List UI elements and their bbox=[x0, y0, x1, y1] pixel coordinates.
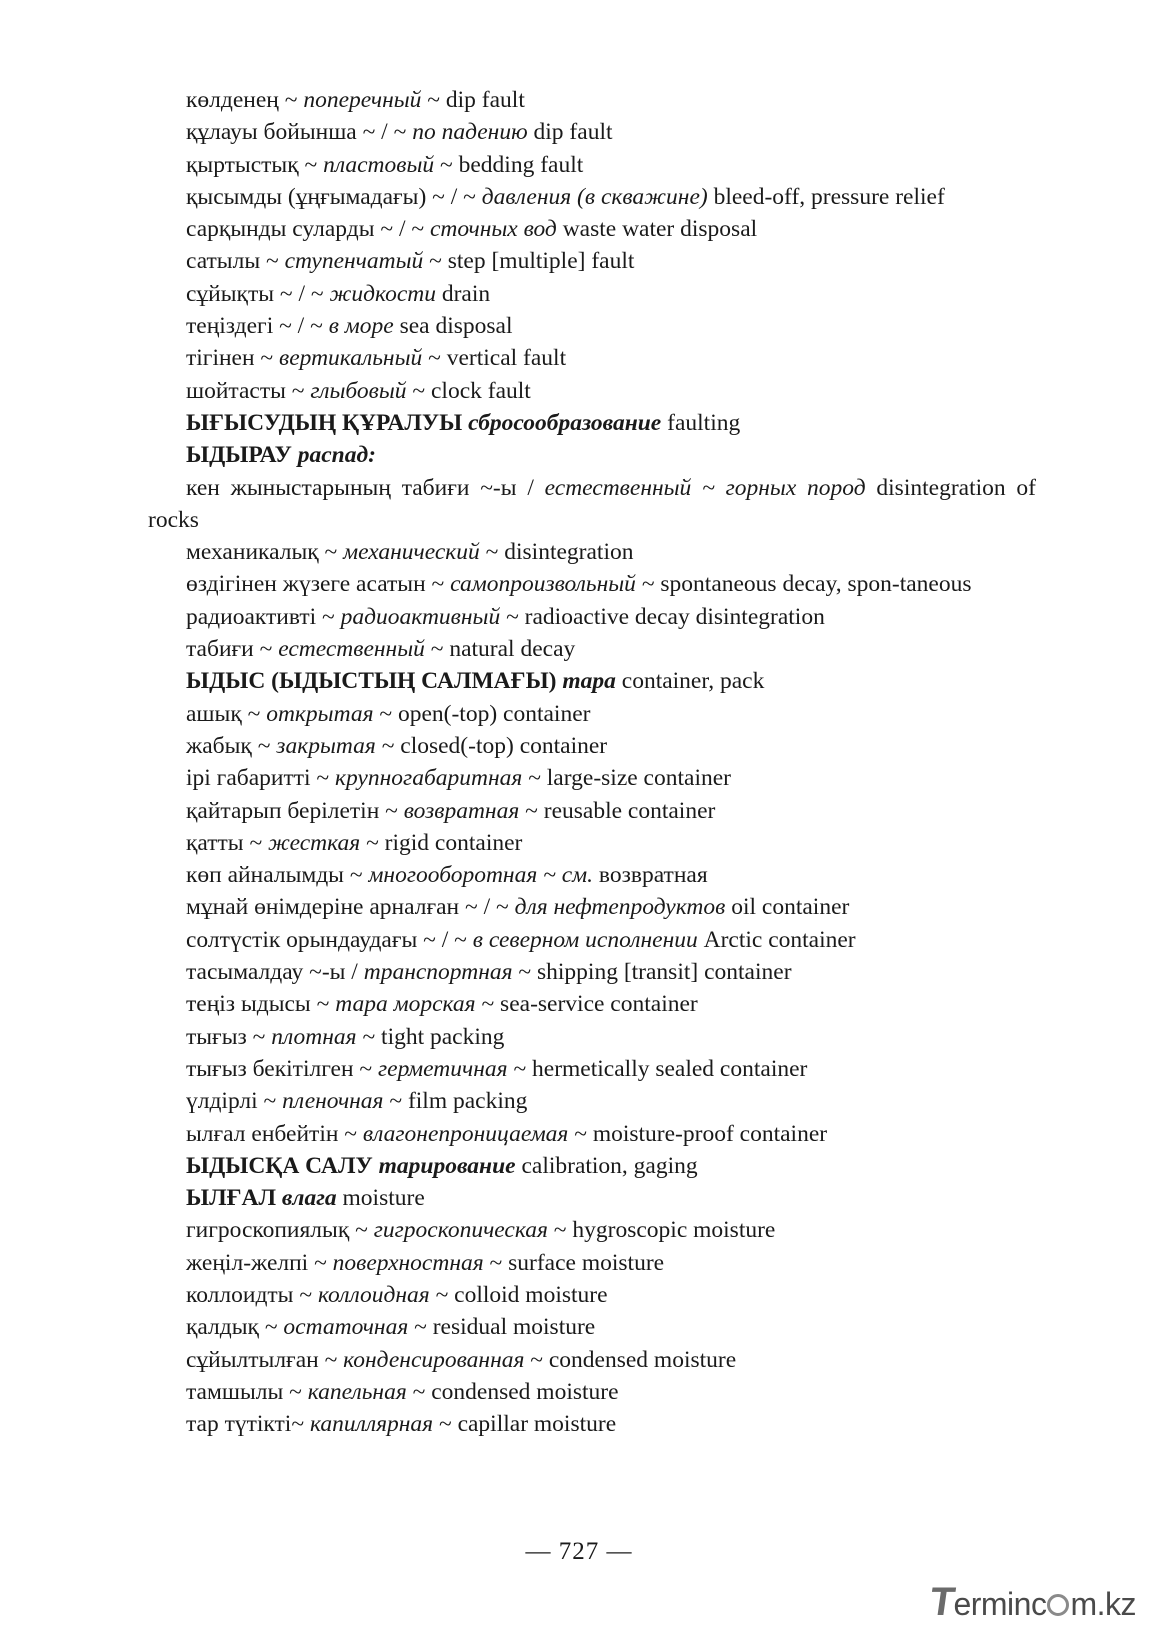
term-russian: герметичная bbox=[378, 1055, 508, 1082]
term-kazakh: қатты ~ bbox=[186, 829, 269, 856]
term-russian: гигроскопическая bbox=[373, 1217, 548, 1244]
term-russian: капиллярная bbox=[309, 1411, 434, 1438]
term-russian: давления (в скважине) bbox=[481, 183, 708, 210]
term-kazakh: ірі габаритті ~ bbox=[186, 765, 335, 792]
term-english: oil container bbox=[725, 894, 850, 921]
dictionary-subentry bbox=[148, 1085, 1036, 1117]
dictionary-subentry bbox=[148, 1344, 1036, 1376]
dictionary-subentry bbox=[148, 1021, 1036, 1053]
dictionary-subentry bbox=[148, 84, 1036, 116]
term-english: ~ capillar moisture bbox=[433, 1411, 617, 1438]
term-english: container, pack bbox=[615, 668, 765, 695]
term-english: dip fault bbox=[527, 119, 613, 146]
dictionary-subentry bbox=[148, 375, 1036, 407]
term-russian: ступенчатый bbox=[284, 248, 424, 275]
dictionary-subentry bbox=[148, 472, 1036, 537]
term-russian: закрытая bbox=[276, 732, 376, 759]
dictionary-headword-entry bbox=[148, 665, 1036, 697]
term-kazakh: көлденең ~ bbox=[186, 87, 304, 113]
term-english: ~ spontaneous decay, spon-taneous bbox=[635, 571, 972, 598]
dictionary-subentry bbox=[148, 730, 1036, 762]
dictionary-subentry bbox=[148, 601, 1036, 633]
term-kazakh: көп айналымды ~ bbox=[186, 862, 369, 889]
term-english: ~ condensed moisture bbox=[406, 1378, 619, 1405]
term-russian: коллоидная bbox=[317, 1281, 430, 1308]
term-russian: остаточная bbox=[283, 1314, 409, 1341]
term-russian: вертикальный bbox=[279, 345, 423, 372]
term-kazakh: қалдық ~ bbox=[186, 1314, 284, 1341]
term-kazakh: сарқынды суларды ~ / ~ bbox=[186, 216, 430, 243]
term-kazakh: қыртыстық ~ bbox=[186, 151, 324, 178]
term-kazakh: қайтарып берілетін ~ bbox=[186, 797, 404, 824]
term-english: Arctic container bbox=[697, 926, 856, 953]
term-english: calibration, gaging bbox=[515, 1152, 698, 1179]
termincom-watermark-logo bbox=[926, 1580, 1137, 1625]
term-russian: открытая bbox=[266, 700, 374, 727]
term-kazakh: тығыз бекітілген ~ bbox=[186, 1055, 378, 1082]
term-english: ~ vertical fault bbox=[422, 345, 567, 372]
term-english: ~ disintegration bbox=[479, 539, 634, 566]
watermark-text-start: erminc bbox=[953, 1586, 1047, 1622]
term-kazakh: механикалық ~ bbox=[186, 539, 344, 566]
term-kazakh: ылғал енбейтін ~ bbox=[186, 1120, 363, 1147]
dictionary-subentry bbox=[148, 924, 1036, 956]
term-english: ~ moisture-proof container bbox=[568, 1120, 828, 1147]
term-english: ~ rigid container bbox=[360, 829, 523, 856]
term-kazakh: солтүстік орындаудағы ~ / ~ bbox=[186, 926, 473, 953]
term-english: drain bbox=[435, 280, 491, 307]
term-english: возвратная bbox=[593, 862, 708, 889]
term-kazakh: тығыз ~ bbox=[186, 1023, 272, 1050]
term-russian: возвратная bbox=[403, 797, 520, 824]
term-kazakh: кен жыныстарының табиғи ~-ы / bbox=[186, 474, 545, 501]
term-english: ~ closed(-top) container bbox=[375, 732, 608, 759]
term-russian: самопроизвольный bbox=[450, 571, 636, 598]
dictionary-subentry bbox=[148, 1376, 1036, 1408]
watermark-ring-icon bbox=[1047, 1594, 1069, 1616]
dictionary-subentry bbox=[148, 245, 1036, 277]
term-kazakh: шойтасты ~ bbox=[186, 377, 311, 404]
term-english: disintegration of rocks bbox=[148, 474, 1036, 533]
term-english: ~ surface moisture bbox=[483, 1249, 665, 1276]
term-russian: сточных вод bbox=[429, 216, 557, 243]
term-kazakh: құлауы бойынша ~ / ~ bbox=[186, 119, 413, 146]
headword-russian: тарирование bbox=[378, 1152, 516, 1179]
dictionary-headword-entry bbox=[148, 1150, 1036, 1182]
term-english: bleed-off, pressure relief bbox=[707, 183, 945, 210]
dictionary-headword-entry bbox=[148, 1182, 1036, 1214]
page-number: — 727 — bbox=[525, 1538, 633, 1565]
headword-russian: сбросообразование bbox=[468, 409, 662, 436]
dictionary-subentry bbox=[148, 181, 1036, 213]
dictionary-subentry bbox=[148, 149, 1036, 181]
term-english: ~ colloid moisture bbox=[429, 1281, 608, 1308]
term-english: ~ clock fault bbox=[406, 377, 531, 404]
term-kazakh: тар түтікті~ bbox=[186, 1411, 310, 1438]
term-kazakh: теңіз ыдысы ~ bbox=[186, 991, 336, 1018]
headword-kazakh: ЫДЫС (ЫДЫСТЫҢ САЛМАҒЫ) bbox=[186, 668, 563, 695]
term-russian: конденсированная bbox=[343, 1346, 525, 1373]
term-english: ~ large-size container bbox=[522, 765, 731, 792]
term-english: ~ residual moisture bbox=[408, 1314, 596, 1341]
dictionary-subentry bbox=[148, 956, 1036, 988]
term-kazakh: сұйықты ~ / ~ bbox=[186, 280, 330, 307]
term-english: ~ radioactive decay disintegration bbox=[500, 603, 825, 630]
term-english: ~ hermetically sealed container bbox=[507, 1055, 808, 1082]
term-kazakh: табиғи ~ bbox=[186, 636, 279, 663]
term-english: ~ step [multiple] fault bbox=[423, 248, 635, 275]
dictionary-subentry bbox=[148, 795, 1036, 827]
term-english: faulting bbox=[661, 409, 741, 436]
headword-kazakh: ЫЛҒАЛ bbox=[186, 1185, 282, 1212]
dictionary-subentry bbox=[148, 116, 1036, 148]
term-english: ~ film packing bbox=[383, 1088, 528, 1115]
headword-russian: распад: bbox=[297, 442, 376, 469]
term-english: waste water disposal bbox=[556, 216, 758, 243]
dictionary-subentry bbox=[148, 342, 1036, 374]
term-russian: механический bbox=[343, 539, 480, 566]
dictionary-subentry bbox=[148, 278, 1036, 310]
term-russian: пленочная bbox=[282, 1088, 384, 1115]
term-english: ~ dip fault bbox=[421, 87, 525, 113]
term-russian: в море bbox=[328, 313, 394, 340]
term-kazakh: қысымды (ұңғымадағы) ~ / ~ bbox=[186, 183, 482, 210]
term-russian: поверхностная bbox=[332, 1249, 484, 1276]
dictionary-subentry bbox=[148, 213, 1036, 245]
headword-russian: тара bbox=[562, 668, 616, 695]
term-russian: капельная bbox=[307, 1378, 407, 1405]
dictionary-subentry bbox=[148, 536, 1036, 568]
term-english: moisture bbox=[336, 1185, 425, 1212]
watermark-text-end: m.kz bbox=[1070, 1586, 1136, 1622]
dictionary-subentry bbox=[148, 1118, 1036, 1150]
term-kazakh: тігінен ~ bbox=[186, 345, 280, 372]
dictionary-subentry bbox=[148, 633, 1036, 665]
dictionary-subentry bbox=[148, 1053, 1036, 1085]
term-kazakh: радиоактивті ~ bbox=[186, 603, 341, 630]
term-kazakh: жеңіл-желпі ~ bbox=[186, 1249, 333, 1276]
term-russian: пластовый bbox=[323, 151, 435, 178]
term-english: ~ bedding fault bbox=[434, 151, 584, 178]
term-english: ~ sea-service container bbox=[475, 991, 698, 1018]
watermark-initial: T bbox=[926, 1580, 957, 1624]
term-russian: жесткая bbox=[268, 829, 361, 856]
dictionary-subentry bbox=[148, 1214, 1036, 1246]
term-russian: радиоактивный bbox=[340, 603, 501, 630]
headword-kazakh: ЫДЫРАУ bbox=[186, 442, 298, 469]
term-kazakh: тасымалдау ~-ы / bbox=[186, 959, 364, 986]
dictionary-subentry bbox=[148, 1311, 1036, 1343]
term-russian: многооборотная ~ см. bbox=[368, 862, 594, 889]
term-russian: по падению bbox=[412, 119, 528, 146]
term-kazakh: ашық ~ bbox=[186, 700, 267, 727]
term-english: ~ natural decay bbox=[424, 636, 576, 663]
term-russian: крупногабаритная bbox=[335, 765, 523, 792]
term-russian: поперечный bbox=[303, 87, 422, 113]
term-russian: естественный bbox=[278, 636, 425, 663]
dictionary-subentry bbox=[148, 891, 1036, 923]
term-russian: плотная bbox=[271, 1023, 357, 1050]
term-english: ~ tight packing bbox=[356, 1023, 505, 1050]
headword-kazakh: ЫДЫСҚА САЛУ bbox=[186, 1152, 379, 1179]
term-kazakh: теңіздегі ~ / ~ bbox=[186, 313, 329, 340]
term-russian: в северном исполнении bbox=[472, 926, 698, 953]
term-english: sea disposal bbox=[393, 313, 513, 340]
headword-kazakh: ЫҒЫСУДЫҢ ҚҰРАЛУЫ bbox=[186, 409, 469, 436]
term-english: ~ shipping [transit] container bbox=[512, 959, 792, 986]
dictionary-subentry bbox=[148, 988, 1036, 1020]
dictionary-subentry bbox=[148, 1408, 1036, 1440]
term-english: ~ condensed moisture bbox=[524, 1346, 737, 1373]
dictionary-headword-entry bbox=[148, 439, 1036, 471]
term-kazakh: сұйылтылған ~ bbox=[186, 1346, 344, 1373]
term-russian: жидкости bbox=[329, 280, 436, 307]
dictionary-subentry bbox=[148, 827, 1036, 859]
term-russian: транспортная bbox=[363, 959, 513, 986]
dictionary-subentry bbox=[148, 310, 1036, 342]
term-kazakh: үлдірлі ~ bbox=[186, 1088, 283, 1115]
term-english: ~ hygroscopic moisture bbox=[547, 1217, 776, 1244]
dictionary-subentry bbox=[148, 1247, 1036, 1279]
term-russian: естественный ~ горных пород bbox=[544, 474, 866, 501]
term-english: ~ open(-top) container bbox=[373, 700, 591, 727]
dictionary-subentry bbox=[148, 859, 1036, 891]
term-english: ~ reusable container bbox=[519, 797, 716, 824]
term-kazakh: гигроскопиялық ~ bbox=[186, 1217, 374, 1244]
dictionary-subentry bbox=[148, 1279, 1036, 1311]
term-kazakh: жабық ~ bbox=[186, 732, 277, 759]
dictionary-page-body bbox=[148, 84, 1036, 1440]
dictionary-subentry bbox=[148, 698, 1036, 730]
term-kazakh: өздігінен жүзеге асатын ~ bbox=[186, 571, 451, 598]
headword-russian: влага bbox=[281, 1185, 337, 1212]
term-kazakh: мұнай өнімдеріне арналған ~ / ~ bbox=[186, 894, 515, 921]
term-kazakh: сатылы ~ bbox=[186, 248, 285, 275]
term-kazakh: коллоидты ~ bbox=[186, 1281, 318, 1308]
term-kazakh: тамшылы ~ bbox=[186, 1378, 308, 1405]
dictionary-subentry bbox=[148, 568, 1036, 600]
term-russian: глыбовый bbox=[310, 377, 407, 404]
term-russian: влагонепроницаемая bbox=[362, 1120, 569, 1147]
term-russian: тара морская bbox=[335, 991, 476, 1018]
term-russian: для нефтепродуктов bbox=[514, 894, 726, 921]
dictionary-subentry bbox=[148, 762, 1036, 794]
dictionary-headword-entry bbox=[148, 407, 1036, 439]
